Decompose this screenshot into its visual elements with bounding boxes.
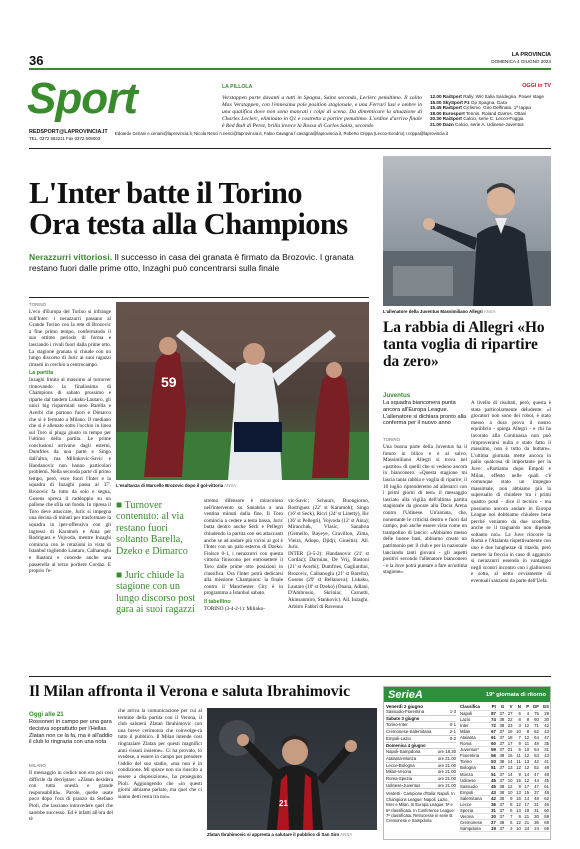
team-stat: 6 — [505, 808, 513, 814]
team-stat: 30 — [530, 814, 540, 820]
team-stat: 47 — [530, 771, 540, 777]
team-stat: 13 — [505, 765, 513, 771]
result-match: Lecce-Bologna — [386, 762, 415, 768]
result-row — [386, 756, 456, 763]
team-name: Verona — [459, 814, 489, 820]
tv-row: 21.00 Dazn Calcio, serie A. Udinese-Juventus — [430, 121, 524, 127]
team-stat: 38 — [497, 789, 505, 795]
team-stat: 8 — [514, 716, 522, 722]
team-stat: 23 — [505, 722, 513, 728]
team-stat: 38 — [497, 820, 505, 826]
juve-dateline: TORINO — [383, 437, 400, 442]
team-stat: 17 — [522, 802, 530, 808]
milan-standfirst: Rossoneri in campo per una gara decisiva soprattutto per l'Hellas. Zlatan non ce la fa, ma è all'addio il club lo ringrazia con una nota — [29, 719, 113, 746]
team-stat: 41 — [540, 759, 550, 765]
team-stat: 37 — [497, 765, 505, 771]
seriea-header — [384, 687, 550, 702]
team-stat: 38 — [497, 795, 505, 801]
tabellino-label: Il tabellino — [204, 598, 231, 605]
team-stat: 69 — [540, 820, 550, 826]
team-stat: 37 — [530, 789, 540, 795]
team-stat: 14 — [522, 795, 530, 801]
team-stat: 11 — [514, 753, 522, 759]
team-stat: 71 — [530, 722, 540, 728]
paper-date: DOMENICA 4 GIUGNO 2023 — [491, 59, 551, 64]
team-stat: 30 — [489, 814, 497, 820]
team-stat: 36 — [489, 802, 497, 808]
team-stat: 51 — [489, 765, 497, 771]
result-match: Torino-Inter — [386, 722, 408, 728]
team-stat: 69 — [540, 826, 550, 832]
team-stat: 31 — [530, 802, 540, 808]
inter-subtitle — [29, 252, 369, 273]
team-stat: 37 — [497, 741, 505, 747]
result-row — [386, 709, 456, 716]
result-match: Cremonese-Salernitana — [386, 729, 432, 735]
team-stat: 27 — [489, 820, 497, 826]
team-stat: 48 — [540, 789, 550, 795]
section-phone: TEL. 0372 582211 Fax 0372 505003 — [29, 136, 101, 141]
inter-headline-line2: Ora testa alla Champions — [29, 207, 348, 241]
team-stat: 19 — [505, 728, 513, 734]
standings-header-cell: GF — [530, 704, 540, 710]
team-name: Fiorentina — [459, 753, 489, 759]
team-stat: 10 — [514, 826, 522, 832]
team-stat: 11 — [522, 741, 530, 747]
ibrahimovic-illustration — [207, 708, 377, 830]
team-stat: 27 — [505, 710, 513, 716]
team-stat: 12 — [522, 753, 530, 759]
team-stat: 48 — [540, 765, 550, 771]
team-name: Milan — [459, 728, 489, 734]
team-stat: 18 — [505, 734, 513, 740]
team-stat: 14 — [522, 771, 530, 777]
team-stat: 37 — [497, 747, 505, 753]
team-stat: 43 — [540, 753, 550, 759]
team-stat: 12 — [522, 777, 530, 783]
inter-headline-line1: L'Inter batte il Torino — [29, 176, 302, 210]
team-stat: 38 — [497, 716, 505, 722]
team-name: Udinese — [459, 777, 489, 783]
tv-row: 15.00 SkySport F1 Gp Spagna. Gara — [430, 99, 507, 105]
seriea-box — [383, 686, 551, 840]
result-match: Domenica 4 giugno — [386, 742, 426, 748]
team-stat: 37 — [497, 814, 505, 820]
team-stat: 35 — [540, 741, 550, 747]
standings-header-cell: N — [514, 704, 522, 710]
team-stat: 38 — [497, 722, 505, 728]
team-stat: 15 — [505, 753, 513, 759]
team-stat: 59 — [540, 814, 550, 820]
team-name: Napoli — [459, 710, 489, 716]
milan-body-col1: Il messaggio in codice non era poi così difficile da decriptare: «Zlatan desidera con tutta onestà e grande responsabilità». Parole, quelle usate poco dopo l'ora di pranzo da Stefano Pioli, che lasciano intravedere quel che sarebbe successo. Ed è infatti all'ora del tè — [29, 770, 113, 823]
result-score: ore 21.00 — [437, 782, 456, 788]
results-list — [386, 709, 456, 789]
inter-dateline: TORINO — [29, 302, 46, 307]
team-stat: 87 — [489, 710, 497, 716]
standings-header-cell: Pt — [489, 704, 497, 710]
team-name: Juventus* — [459, 747, 489, 753]
team-stat: 12 — [514, 820, 522, 826]
team-stat: 74 — [489, 716, 497, 722]
team-stat: 60 — [489, 741, 497, 747]
team-stat: 10 — [505, 777, 513, 783]
team-name: Sampdoria — [459, 826, 489, 832]
team-stat: 45 — [540, 777, 550, 783]
team-name: Spezia — [459, 808, 489, 814]
standings-header-cell: V — [505, 704, 513, 710]
page-number: 36 — [29, 53, 44, 68]
results-day: Venerdì 2 giugno — [386, 704, 424, 709]
allegri-illustration — [383, 156, 551, 306]
standings-row — [459, 826, 550, 832]
seriea-notes: Verdetti - Campione d'Italia: Napoli. In Champions League: Napoli, Lazio, Inter e Milan. In Europa League: 5ª e 6ª classificata. In Conference League: 7ª classificata. Retrocesse in serie B: Cremonese e Sampdoria — [386, 791, 455, 824]
inter-subhead: La partita — [29, 370, 54, 377]
tv-row: 12.00 RaiSport Rally. Wrc Italia Sardegna. Power stage — [430, 94, 544, 99]
team-stat: 43 — [489, 789, 497, 795]
milan-kicker: Oggi alle 21 — [29, 711, 64, 718]
allegri-caption: L'allenatore della Juventus Massimiliano Allegri ANSA — [383, 309, 496, 314]
team-stat: 24 — [522, 826, 530, 832]
team-stat: 47 — [530, 783, 540, 789]
team-stat: 37 — [497, 826, 505, 832]
team-name: Roma — [459, 741, 489, 747]
team-stat: 51 — [489, 771, 497, 777]
team-name: Bologna — [459, 765, 489, 771]
team-stat: 30 — [540, 716, 550, 722]
team-stat: 53 — [489, 759, 497, 765]
brozovic-photo — [116, 302, 369, 480]
inter-kicker: Nerazzurri vittoriosi. — [29, 252, 113, 262]
team-name: Atalanta — [459, 734, 489, 740]
team-stat: 9 — [514, 783, 522, 789]
team-stat: 19 — [489, 826, 497, 832]
brozovic-caption: L'esultanza di Marcello Brozovic dopo il gol-vittoria ANSA — [116, 483, 237, 488]
team-stat: 13 — [514, 789, 522, 795]
result-score: 1-3 — [449, 709, 456, 714]
team-stat: 22 — [505, 716, 513, 722]
result-row — [386, 743, 456, 750]
team-stat: 15 — [522, 789, 530, 795]
team-stat: 38 — [497, 753, 505, 759]
pill-brand: LA PILLOLA — [222, 84, 253, 90]
team-stat: 9 — [505, 795, 513, 801]
team-stat: 48 — [530, 795, 540, 801]
team-stat: 8 — [505, 802, 513, 808]
team-stat: 12 — [505, 783, 513, 789]
team-stat: 12 — [522, 765, 530, 771]
result-score: ore 21.00 — [437, 755, 456, 761]
team-stat: 17 — [505, 741, 513, 747]
team-stat: 37 — [497, 777, 505, 783]
team-stat: 43 — [540, 728, 550, 734]
team-stat: 5 — [505, 820, 513, 826]
header-bottom-rule — [29, 148, 551, 149]
allegri-photo — [383, 156, 551, 306]
result-score: 0-2 — [449, 735, 456, 741]
standings-header-cell: P — [522, 704, 530, 710]
inter-pullquote-2: ■ Juric chiude la stagione con un lungo discorso post gara ai suoi ragazzi — [116, 570, 196, 616]
team-stat: 37 — [497, 808, 505, 814]
team-stat: 47 — [540, 734, 550, 740]
tv-row: 15.45 RaiSport Ciclismo. Giro Delfinato. 1ª tappa — [430, 105, 531, 111]
team-stat: 64 — [530, 734, 540, 740]
team-stat: 61 — [540, 783, 550, 789]
team-stat: 10 — [514, 728, 522, 734]
team-stat: 11 — [514, 759, 522, 765]
standings-header-cell: GS — [540, 704, 550, 710]
team-stat: 9 — [514, 771, 522, 777]
seriea-round: 19ª giornata di ritorno — [485, 691, 546, 698]
team-stat: 15 — [514, 777, 522, 783]
paper-name: LA PROVINCIA — [511, 52, 551, 58]
team-stat: 28 — [540, 710, 550, 716]
team-stat: 45 — [489, 783, 497, 789]
inter-pullquote-1: ■ Turnover contenuto: al via restano fuori soltanto Barella, Dzeko e Dimarco — [116, 500, 188, 557]
team-stat: 48 — [540, 771, 550, 777]
tv-brand: OGGI in TV — [522, 83, 551, 89]
result-score: ore 18.30 — [437, 749, 456, 755]
result-row — [386, 729, 456, 736]
team-stat: 21 — [505, 747, 513, 753]
team-stat: 17 — [522, 783, 530, 789]
team-stat: 13 — [522, 759, 530, 765]
team-stat: 8 — [522, 728, 530, 734]
ibrahimovic-photo — [207, 708, 377, 830]
svg-text:59: 59 — [161, 374, 177, 390]
team-stat: 54 — [530, 747, 540, 753]
team-stat: 10 — [505, 789, 513, 795]
ibrahimovic-caption: Zlatan Ibrahimovic si appresta a salutare il pubblico di San Siro ANSA — [207, 832, 353, 837]
team-stat: 10 — [522, 747, 530, 753]
team-stat: 31 — [540, 747, 550, 753]
result-score: 0-1 — [449, 722, 456, 728]
inter-rule — [29, 297, 369, 298]
milan-body-col2: che arriva la comunicazione per cui al termine della partita con il Verona, il club saluterà Zlatan Ibrahimovic con una breve cerimonia che coinvolge-rà tutto il pubblico. Il Milan intende così ringraziare Zlatan per questi magnifici anni vissuti insieme». Ci ha provato, lo svedese, a essere in campo per prendere l'addio del suo stadio, «ma non è in condizione. Mi spiace non sia riuscito a essere a disposizione», ha proseguito Pioli. Aggiungendo che «in questi giorni abbiamo parlato, ma quel che ci siamo detti resta tra noi». — [118, 708, 202, 800]
team-stat: 13 — [514, 808, 522, 814]
team-stat: 18 — [522, 808, 530, 814]
team-stat: 12 — [522, 722, 530, 728]
result-row — [386, 749, 456, 756]
team-stat: 6 — [514, 747, 522, 753]
section-intro: Verstappen parte davanti a tutti in Spagna, Sainz secondo, Leclerc penultimo. Il solito Max Verstappen, con l'ennesima pole position stagionale, e una Ferrari lusi e ombre in una qualifica dove non sono mancati i colpi di scena. Da dimenticare la situazione di Charles Leclerc, eliminato in Q1 e costretto a partire penultimo. L'ordine d'arrivo finale è Red Bull di Perez, brilla invece la Rossa di Carlos Sainz, secondo — [222, 95, 422, 130]
team-name: Torino — [459, 759, 489, 765]
team-stat: 37 — [497, 771, 505, 777]
standings-table — [459, 704, 550, 832]
team-stat: 46 — [540, 802, 550, 808]
team-stat: 6 — [514, 710, 522, 716]
team-stat: 9 — [514, 814, 522, 820]
team-stat: 7 — [505, 814, 513, 820]
result-score: ore 21.00 — [437, 769, 456, 775]
team-stat: 37 — [497, 734, 505, 740]
inter-body-col1: L'eco d'Europa del Torino si infrange sull'Inter: i nerazzurri passano al Grande Torino con la rete di Brozovic a fine primo tempo, confermando il suo ottimo periodo di forma e lasciando i rivali fuori dalla prime otto. La stagione granata si chiude con un lungo discorso di Juric ai suoi ragazzi rimasti in cerchio a centrocampo. La partita Inzaghi limita al massimo al turnover rinnovando la finalissima di Champions di sabato prossimo e riparte dal tandem Lukaku-Lautaro, gli unici big risparmiati sono Barella e Acerbi che partono fuori e Dimarco che si è fermato a Milano. Il mediano che si è allenato sotto l'occhio in linea sul Toro si pluga giusto in tempo per l'ultimo della partita. Le prime conclusioni arrivano dagli esterni, Dumfries da una parte e Singo dall'altra, ma Milinkovic-Savic e Handanovic non hanno particolari problemi. Nella seconda parte di primo tempo, però, esce fuori l'Inter e la squadra di Inzaghi passa al 37'. Brozovic fa tutto da solo e segna, Gosens spreca il raddoppio su un pallone che sfila sul fondo. In ripresa il Toro deve attaccare, Juric si impegna una decina di minuti per trasformare la squadra in iper-offensiva con gli ingressi di Karamoh e Aina per Rodriguez e Vojvoda, mentre Inzaghi comincia con le rotazioni in vista di Istanbul togliendo Lautaro, Calhanoglu e Bastoni e concede anche una passerella al terzo portiere Cordaz. E proprio l'e- — [29, 309, 111, 575]
team-stat: 44 — [530, 777, 540, 783]
team-stat: 37 — [497, 802, 505, 808]
juve-headline: La rabbia di Allegri «Ho tanta voglia di ripartire da zero» — [383, 319, 545, 371]
team-stat: 62 — [530, 728, 540, 734]
team-stat: 60 — [540, 808, 550, 814]
team-stat: 56 — [489, 753, 497, 759]
editors-line: Edoardo Ceriani e.ceriani@laprovincia.it, Nicola Nenci n.nenci@laprovincia.it, Fabio Cavagna f.cavagna@laprovincia.it, Roberto Crippa (Lecco-Sondrio) r.crippa@laprovincia.it — [115, 131, 448, 136]
team-stat: 14 — [505, 759, 513, 765]
juve-body-col2: A livello di risultati, però, questa è stata particolarmente deludente: «I giocatori non sono dei robot, è stato messo a dura prova il nostro equilibrio - spiega Allegri - e chi ha lavorato alla Continassa non può rimproverarsi nulla e stato fatto il massimo, non è tutto da buttare». L'ultima giornata mette ancora in palio qualcosa di importante per la Juve: «Partiamo dopo Empoli e Milan, effetto nelle quali c'è comunque stato un impegno massimale, non abbiamo più la superuallo di chiudere tra i primi quattro posti - dice il tecnico - ma possiamo ancora andare in Europa League noi dobbiamo chiudere bene perché veniamo da due sconfitte, anche se il traguardo non dipende soltanto noi». La Juve rincorre la Roma e l'Atalanta rispettivamente con uno e due lunghezze di ritardo, però mettere la freccia in caso di aggancio si nerazzurri essendo in vantaggio negli scontri incontro con i giallorossi e sotto, al netto ovviamente di eventuali sanzioni da parte dell'Uefa. — [471, 400, 551, 585]
team-stat: 3 — [505, 826, 513, 832]
result-score: ore 21.00 — [437, 762, 456, 768]
team-stat: 42 — [540, 722, 550, 728]
juve-kicker: Juventus — [383, 392, 411, 399]
inter-headline — [29, 178, 369, 240]
team-name: Sassuolo — [459, 783, 489, 789]
seriea-standings — [459, 704, 550, 832]
seriea-title: SerieA — [388, 688, 423, 701]
result-row — [386, 716, 456, 723]
team-stat: 21 — [522, 820, 530, 826]
team-stat: 52 — [530, 765, 540, 771]
team-stat: 60 — [530, 716, 540, 722]
result-match: Atalanta-Monza — [386, 755, 417, 761]
result-match: Napoli-Sampdoria — [386, 749, 421, 755]
team-stat: 61 — [489, 734, 497, 740]
team-stat: 21 — [522, 814, 530, 820]
result-match: Sabato 3 giugno — [386, 715, 420, 721]
team-name: Empoli — [459, 789, 489, 795]
team-stat: 31 — [489, 808, 497, 814]
team-stat: 45 — [489, 777, 497, 783]
section-email: REDSPORT@LAPROVINCIA.IT — [29, 129, 108, 135]
standings-header-cell: G — [497, 704, 505, 710]
result-row — [386, 783, 456, 790]
team-stat: 31 — [530, 808, 540, 814]
team-stat: 67 — [489, 728, 497, 734]
team-stat: 37 — [497, 728, 505, 734]
team-stat: 7 — [514, 734, 522, 740]
team-stat: 59 — [489, 747, 497, 753]
result-row — [386, 736, 456, 743]
team-name: Salernitana — [459, 795, 489, 801]
header-rule — [29, 68, 551, 70]
result-match: Roma-Spezia — [386, 776, 413, 782]
team-stat: 9 — [514, 741, 522, 747]
team-stat: 36 — [530, 820, 540, 826]
team-stat: 38 — [497, 759, 505, 765]
team-name: Inter — [459, 722, 489, 728]
team-stat: 24 — [530, 826, 540, 832]
team-name: Cremonese — [459, 820, 489, 826]
result-row — [386, 763, 456, 770]
team-stat: 8 — [522, 716, 530, 722]
team-stat: 38 — [497, 783, 505, 789]
svg-text:21: 21 — [279, 799, 288, 808]
team-stat: 62 — [540, 795, 550, 801]
inter-subtitle-text: Il successo in casa dei granata è firmato da Brozovic. I granata restano fuori dalle prime otto, Inzaghi può concentrarsi sulla finale — [29, 252, 354, 273]
result-match: Empoli-Lazio — [386, 735, 411, 741]
section-title: Sport — [27, 74, 137, 123]
juve-body-col1: Una buona parte della Juventus ha il futuro in bilico e è al salvo, Massimiliano Allegri si trova nel «partito» di quelli che si vedono ancora in bianconero. «Questa stagione mi lascia tanta rabbia e voglia di riparire, il 10 luglio riprenderemo ad allenarci con i primi giorni di test» il messaggio lasciato alla vigilia dell'ultima partita stagionale da giocare alla Dacia Arena contro l'Udinese. Un'annata, che, nonostante le criticità dentro e fuori dal campo, può anche essere vista come un trampolino di lancio: «Abbiamo messo delle buone basi, abbiamo creato un patrimonio per il club e per la nazionale lanciando tanti giovani - gli aspetti positivi secondo l'allenatore bianconero - e la Juve potrà puntare a fare un'ottima stagione». — [383, 444, 467, 576]
result-row — [386, 722, 456, 729]
juve-standfirst: La squadra bianconera punta ancora all'Europa League. L'allenatore si dichiara pronto alla conferma per il nuovo anno — [383, 400, 467, 427]
inter-body-col4: vic-Savic; Schuurs, Buongiorno, Rodriguez (22' st Karamoh); Singo (16' st Seck), Ricci (24' st Linetty), Ilic (36' st Pellegri), Vojvoda (12' st Aina); Miranchuk, Vlasic; Sanabria (Gemello, Bayeye, Gravillon, Zima, Vieira, Adopo, Djidji, Gineitis). All. Juric. INTER (3-5-2): Handanovic (21' st Cordaz); Darmian, De Vrij, Bastoni (21' st Acerbi); Dumfries, Gagliardini, Brozovic, Calhanoglu (21' st Barella), Gosens (29' st Bellanova); Lukaku, Lautaro (10' st Dzeko) (Onana, Adlani, D'Ambrosio, Skriniar, Carnotti, Akinsanmiro, Stankovic). All. Inzaghi. Arbitro Fabbri di Ravenna — [288, 498, 369, 610]
team-name: Lazio — [459, 716, 489, 722]
team-stat: 72 — [489, 722, 497, 728]
team-stat: 3 — [514, 722, 522, 728]
inter-body-col3: stremo difensore è miracoloso nell'intervento su Sanabria a una ventina minuti dalla fine. Il Toro comincia a cedere a testa bassa, Juric butta dentro anche Seck e Pellegri chiudendo la partita con sei attaccanti anche se ad andare più vicini al gol è l'Inter con un palo esterno di Dzeko. Finisce 0-1, i nerazzurri con questa vittoria finiscono per entrosettere il Toro dalle prime otto posizioni in classifica. Ora l'Inter potrà dedicarsi alla missione Champions: la finale contro il Manchester City è in programma a Istanbul sabato. Il tabellino TORINO (3-4-2-1): Milinko- — [204, 498, 283, 612]
result-match: Udinese-Juventus — [386, 782, 421, 788]
team-stat: 12 — [514, 765, 522, 771]
result-row — [386, 776, 456, 783]
team-stat: 12 — [514, 802, 522, 808]
seriea-results — [386, 704, 456, 824]
result-row — [386, 769, 456, 776]
milan-rule — [29, 676, 551, 677]
standings-header-cell: Classifica — [459, 704, 489, 710]
team-name: Lecce — [459, 802, 489, 808]
result-match: Sassuolo-Fiorentina — [386, 709, 425, 714]
result-score: 2-1 — [449, 729, 456, 735]
brozovic-illustration — [116, 302, 369, 480]
team-stat: 42 — [530, 759, 540, 765]
tv-schedule — [430, 94, 552, 128]
team-stat: 48 — [530, 741, 540, 747]
team-stat: 4 — [522, 710, 530, 716]
result-score: ore 21.00 — [437, 776, 456, 782]
milan-headline: Il Milan affronta il Verona e saluta Ibrahimovic — [29, 683, 351, 700]
tv-row: 20.30 RaiSport Calcio, serie C. Lecco-Foggia — [430, 116, 524, 122]
result-match: Milan-Verona — [386, 769, 412, 775]
team-stat: 37 — [497, 710, 505, 716]
tv-row: 18.00 Eurosport Tennis. Roland Garros. Ottavi — [430, 110, 527, 116]
team-stat: 75 — [530, 710, 540, 716]
team-stat: 12 — [522, 734, 530, 740]
team-name: Monza — [459, 771, 489, 777]
team-stat: 15 — [514, 795, 522, 801]
team-stat: 14 — [505, 771, 513, 777]
milan-dateline: MILANO — [29, 763, 46, 768]
team-stat: 53 — [530, 753, 540, 759]
team-stat: 42 — [489, 795, 497, 801]
